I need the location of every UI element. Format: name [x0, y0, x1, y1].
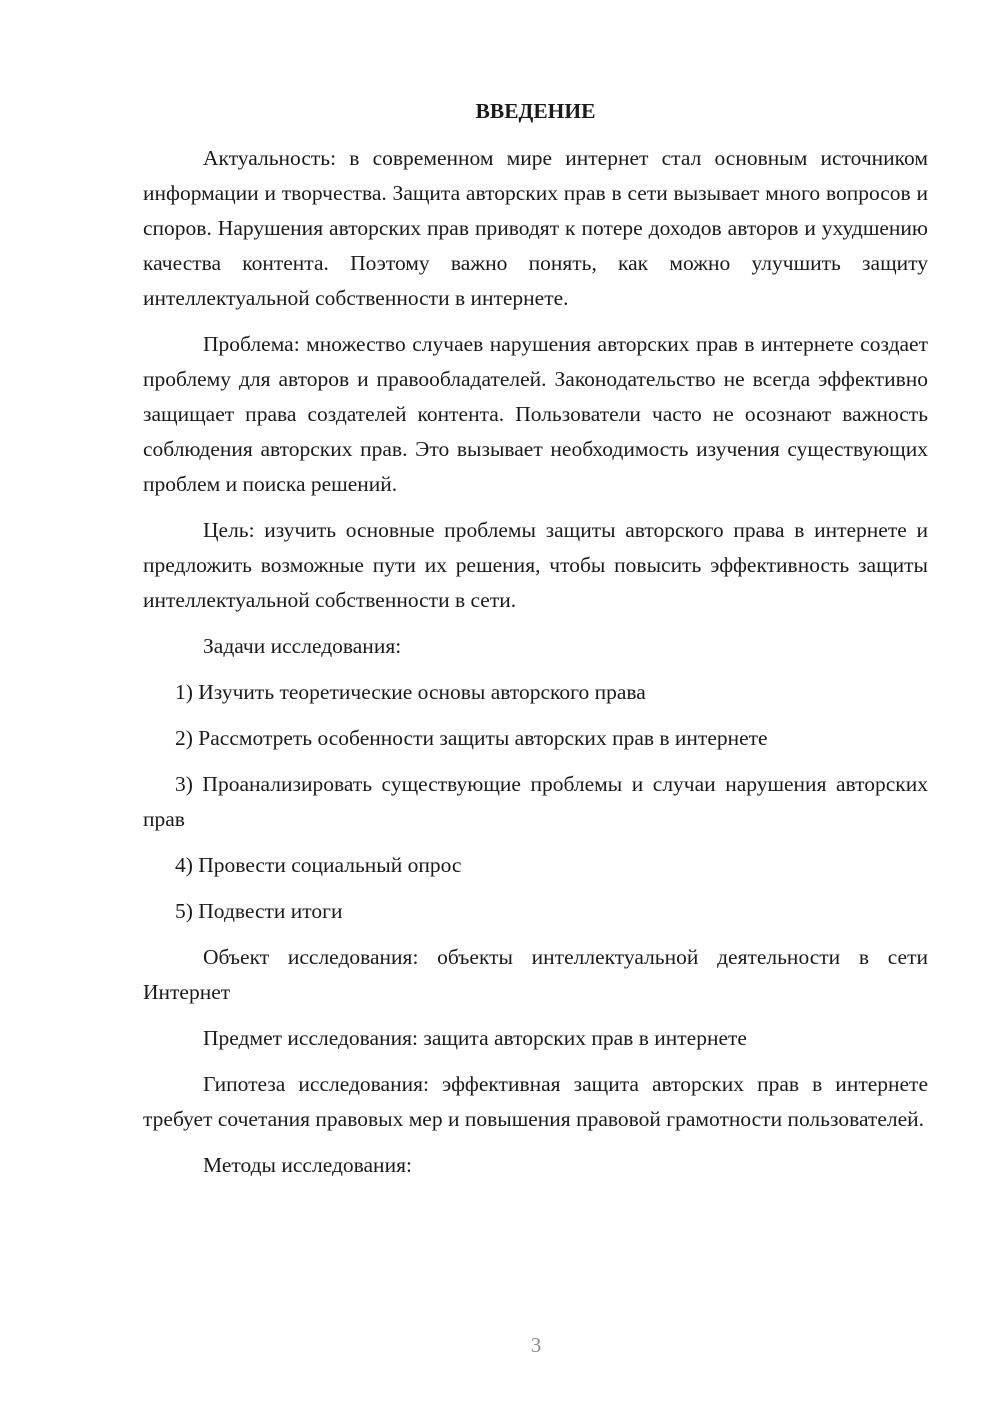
tasks-heading: Задачи исследования: — [203, 634, 402, 658]
task-item-4: 4) Провести социальный опрос — [175, 853, 462, 877]
paragraph-hypothesis: Гипотеза исследования: эффективная защита авторских прав в интернете требует сочетания правовых мер и повышения правовой грамотности пользователей. — [143, 1072, 928, 1131]
methods-heading: Методы исследования: — [203, 1153, 412, 1177]
page-content — [143, 94, 928, 1194]
task-item-1: 1) Изучить теоретические основы авторского права — [175, 680, 646, 704]
paragraph-object: Объект исследования: объекты интеллектуальной деятельности в сети Интернет — [143, 945, 928, 1004]
task-item-3: 3) Проанализировать существующие проблемы и случаи нарушения авторских прав — [143, 772, 928, 831]
paragraph-relevance: Актуальность: в современном мире интернет стал основным источником информации и творчества. Защита авторских прав в сети вызывает много вопросов и споров. Нарушения авторских прав приводят к потере доходов авторов и ухудшению качества контента. Поэтому важно понять, как можно улучшить защиту интеллектуальной собственности в интернете. — [143, 146, 928, 310]
page-number: 3 — [530, 1333, 542, 1357]
task-item-2: 2) Рассмотреть особенности защиты авторских прав в интернете — [175, 726, 768, 750]
paragraph-problem: Проблема: множество случаев нарушения авторских прав в интернете создает проблему для авторов и правообладателей. Законодательство не всегда эффективно защищает права создателей контента. Пользователи часто не осознают важность соблюдения авторских прав. Это вызывает необходимость изучения существующих проблем и поиска решений. — [143, 332, 928, 496]
task-item-5: 5) Подвести итоги — [175, 899, 343, 923]
page-title: ВВЕДЕНИЕ — [475, 99, 596, 123]
paragraph-goal: Цель: изучить основные проблемы защиты авторского права в интернете и предложить возможные пути их решения, чтобы повысить эффективность защиты интеллектуальной собственности в сети. — [143, 518, 928, 612]
paragraph-subject: Предмет исследования: защита авторских прав в интернете — [203, 1026, 747, 1050]
